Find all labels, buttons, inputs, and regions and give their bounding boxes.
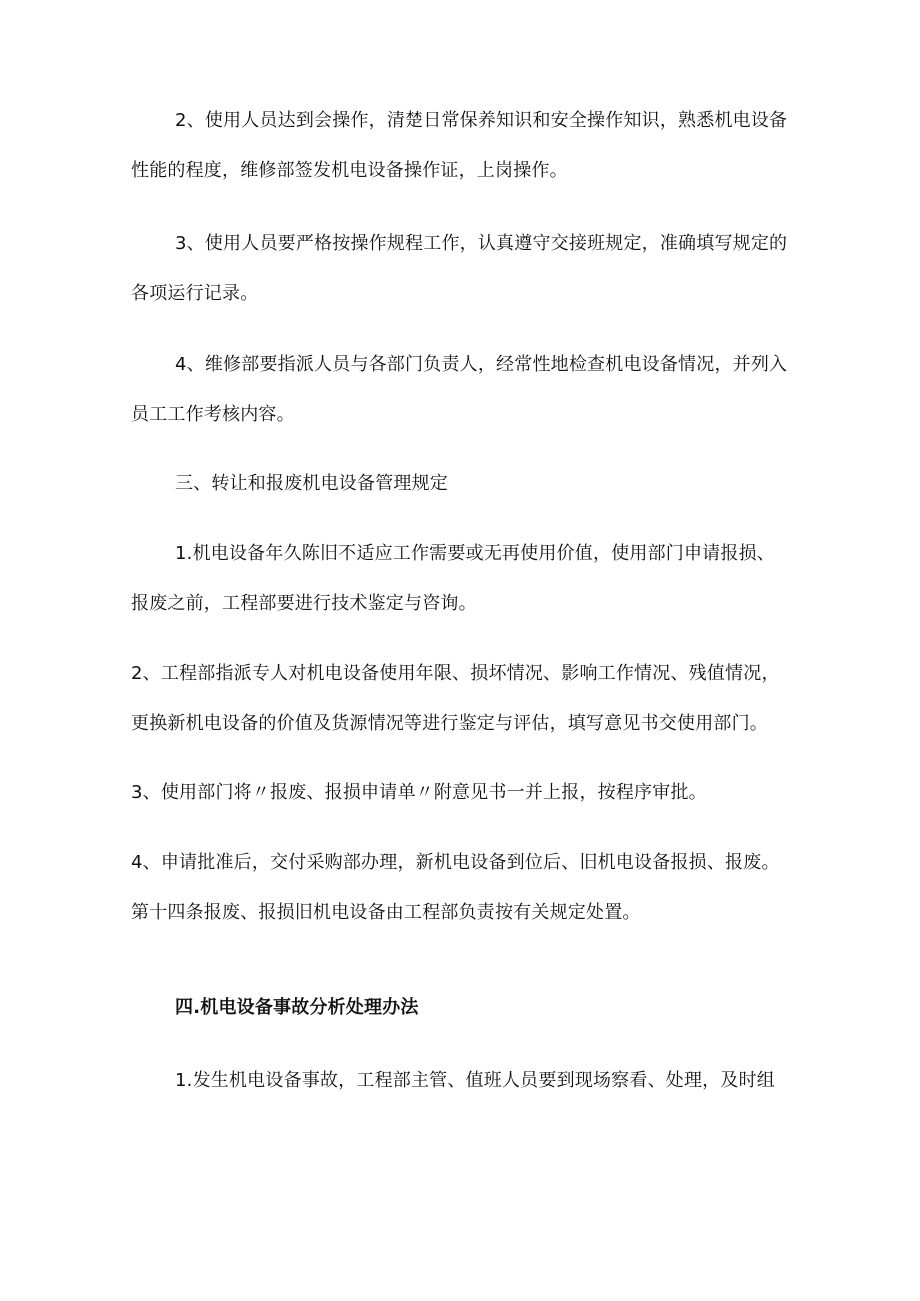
section-3-item-4-line-2: 第十四条报废、报损旧机电设备由工程部负责按有关规定处置。 [131,902,641,923]
section-3-item-2-line-2: 更换新机电设备的价值及货源情况等进行鉴定与评估，填写意见书交使用部门。 [131,713,768,734]
section-4-item-1-line-1: 1.发生机电设备事故，工程部主管、值班人员要到现场察看、处理，及时组 [175,1070,775,1091]
section-heading-3: 三、转让和报废机电设备管理规定 [175,473,448,494]
section-3-item-3: 3、使用部门将〃报废、报损申请单〃附意见书一并上报，按程序审批。 [131,782,707,803]
section-3-item-2-line-1: 2、工程部指派专人对机电设备使用年限、损坏情况、影响工作情况、残值情况， [131,663,780,684]
section-heading-4: 四.机电设备事故分析处理办法 [175,997,419,1018]
paragraph-2-line-1: 2、使用人员达到会操作，清楚日常保养知识和安全操作知识，熟悉机电设备 [175,110,788,131]
paragraph-2-line-2: 性能的程度，维修部签发机电设备操作证，上岗操作。 [131,160,568,181]
paragraph-4-line-2: 员工工作考核内容。 [131,404,295,425]
section-3-item-1-line-2: 报废之前，工程部要进行技术鉴定与咨询。 [131,593,477,614]
paragraph-3-line-1: 3、使用人员要严格按操作规程工作，认真遵守交接班规定，准确填写规定的 [175,233,788,254]
section-3-item-4-line-1: 4、申请批准后，交付采购部办理，新机电设备到位后、旧机电设备报损、报废。 [131,852,780,873]
paragraph-4-line-1: 4、维修部要指派人员与各部门负责人，经常性地检查机电设备情况，并列入 [175,354,788,375]
section-3-item-1-line-1: 1.机电设备年久陈旧不适应工作需要或无再使用价值，使用部门申请报损、 [175,543,775,564]
paragraph-3-line-2: 各项运行记录。 [131,283,259,304]
